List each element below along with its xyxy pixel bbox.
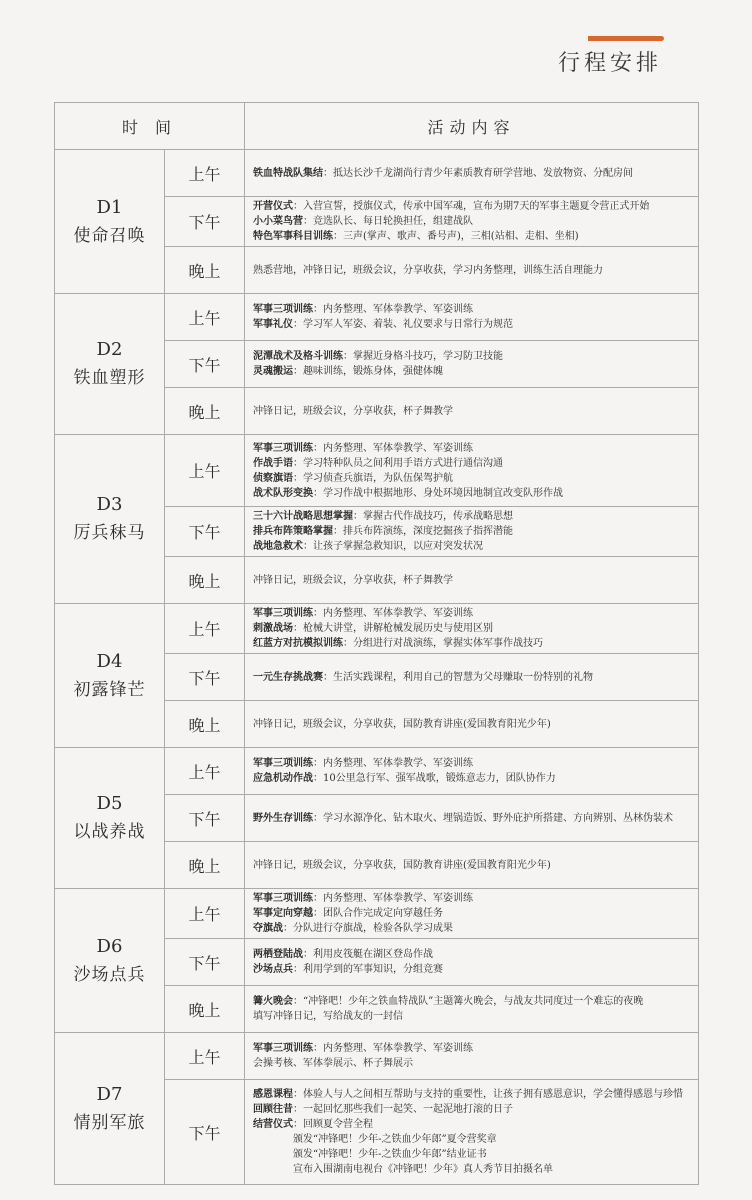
activity-line bbox=[253, 670, 690, 685]
activity-line bbox=[253, 906, 690, 921]
time-column-header: 时 间 bbox=[55, 103, 245, 150]
activity-cell bbox=[245, 341, 699, 388]
activity-text: ：内务整理、军体拳教学、军姿训练 bbox=[313, 304, 473, 315]
activity-line bbox=[253, 456, 690, 471]
day-code: D1 bbox=[96, 196, 123, 218]
period-label: 下午 bbox=[165, 341, 245, 388]
activity-line bbox=[253, 1132, 690, 1147]
activity-title: 感恩课程 bbox=[253, 1089, 293, 1100]
activity-text: ：学习水源净化、钻木取火、埋锅造饭、野外庇护所搭建、方向辨别、丛林伪装术 bbox=[313, 812, 673, 824]
period-label: 下午 bbox=[165, 507, 245, 557]
activity-line bbox=[253, 1102, 690, 1117]
page-title: 行程安排 bbox=[557, 51, 662, 76]
activity-cell bbox=[245, 986, 699, 1033]
period-label: 上午 bbox=[165, 1033, 245, 1080]
schedule-table bbox=[54, 102, 699, 1185]
activity-line bbox=[253, 317, 690, 332]
activity-line bbox=[253, 1087, 690, 1102]
day-cell bbox=[55, 604, 165, 748]
day-name: 以战养战 bbox=[73, 822, 146, 842]
activity-line bbox=[253, 263, 690, 278]
activity-text: 冲锋日记，班级会议，分享收获，杯子舞教学 bbox=[253, 405, 453, 417]
period-label: 下午 bbox=[165, 939, 245, 986]
activity-cell bbox=[245, 701, 699, 748]
activity-title: 一元生存挑战赛 bbox=[253, 671, 323, 683]
activity-text: ：掌握近身格斗技巧，学习防卫技能 bbox=[343, 351, 503, 362]
activity-text: ：内务整理、军体拳教学、军姿训练 bbox=[313, 608, 473, 619]
activity-title: 回顾往昔 bbox=[253, 1104, 293, 1115]
activity-title: 沙场点兵 bbox=[253, 964, 293, 975]
activity-text: ：分组进行对战演练，掌握实体军事作战技巧 bbox=[343, 638, 543, 649]
activity-title: 小小菜鸟营 bbox=[253, 216, 303, 227]
activity-title: 三十六计战略思想掌握 bbox=[253, 511, 353, 522]
activity-text: ：掌握古代作战技巧，传承战略思想 bbox=[353, 511, 513, 522]
period-label: 晚上 bbox=[165, 247, 245, 294]
activity-cell bbox=[245, 435, 699, 507]
activity-title: 应急机动作战 bbox=[253, 773, 313, 784]
activity-line bbox=[253, 471, 690, 486]
activity-title: 战术队形变换 bbox=[253, 487, 313, 499]
activity-line bbox=[253, 921, 690, 936]
activity-text: ：学习作战中根据地形、身处环境因地制宜改变队形作战 bbox=[313, 487, 563, 499]
activity-text: ：分队进行夺旗战，检验各队学习成果 bbox=[283, 923, 453, 934]
schedule-row bbox=[55, 150, 699, 197]
period-label: 上午 bbox=[165, 604, 245, 654]
activity-text: ：10公里急行军、强军战歌，锻炼意志力，团队协作力 bbox=[313, 773, 556, 784]
activity-title: 侦察旗语 bbox=[253, 472, 293, 484]
period-label: 上午 bbox=[165, 889, 245, 939]
day-name: 沙场点兵 bbox=[73, 964, 146, 985]
activity-title: 军事三项训练 bbox=[253, 758, 313, 769]
activity-title: 刺激战场 bbox=[253, 623, 293, 634]
activity-line bbox=[253, 509, 690, 524]
period-label: 晚上 bbox=[165, 986, 245, 1033]
activity-title: 泥潭战术及格斗训练 bbox=[253, 351, 343, 362]
activity-line bbox=[253, 199, 690, 214]
activity-cell bbox=[245, 842, 699, 889]
day-name: 初露锋芒 bbox=[73, 679, 146, 700]
period-label: 上午 bbox=[165, 150, 245, 197]
activity-text: ：回顾夏令营全程 bbox=[293, 1119, 373, 1130]
activity-cell bbox=[245, 795, 699, 842]
day-code: D4 bbox=[96, 650, 123, 672]
period-label: 下午 bbox=[165, 654, 245, 701]
activity-text: ：让孩子掌握急救知识，以应对突发状况 bbox=[303, 541, 483, 552]
activity-text: ：竞选队长、每日轮换担任，组建战队 bbox=[303, 216, 473, 227]
activity-text: 熟悉营地，冲锋日记，班级会议，分享收获，学习内务整理，训练生活自理能力 bbox=[253, 264, 603, 276]
activity-cell bbox=[245, 150, 699, 197]
period-label: 晚上 bbox=[165, 842, 245, 889]
day-name: 情别军旅 bbox=[73, 1112, 146, 1133]
content-column-header: 活动内容 bbox=[245, 103, 699, 150]
activity-text: ：枪械大讲堂，讲解枪械发展历史与使用区别 bbox=[293, 623, 493, 634]
period-label: 上午 bbox=[165, 294, 245, 341]
activity-line bbox=[253, 166, 690, 181]
activity-line bbox=[253, 858, 690, 873]
day-name: 使命召唤 bbox=[73, 225, 146, 246]
schedule-row bbox=[55, 604, 699, 654]
activity-cell bbox=[245, 197, 699, 247]
activity-line bbox=[253, 441, 690, 456]
schedule-row bbox=[55, 1033, 699, 1080]
period-label: 下午 bbox=[165, 197, 245, 247]
activity-title: 作战手语 bbox=[253, 457, 293, 469]
activity-title: 排兵布阵策略掌握 bbox=[253, 526, 333, 537]
activity-text: 宣布入围湖南电视台《冲锋吧！少年》真人秀节目拍摄名单 bbox=[293, 1164, 553, 1175]
activity-cell bbox=[245, 388, 699, 435]
period-label: 晚上 bbox=[165, 701, 245, 748]
day-cell bbox=[55, 748, 165, 889]
activity-title: 军事三项训练 bbox=[253, 442, 313, 454]
activity-line bbox=[253, 621, 690, 636]
activity-text: ：体验人与人之间相互帮助与支持的重要性，让孩子拥有感恩意识，学会懂得感恩与珍惜 bbox=[293, 1089, 683, 1100]
activity-line bbox=[253, 947, 690, 962]
activity-text: ：内务整理、军体拳教学、军姿训练 bbox=[313, 442, 473, 454]
day-cell bbox=[55, 294, 165, 435]
period-label: 上午 bbox=[165, 435, 245, 507]
period-label: 上午 bbox=[165, 748, 245, 795]
activity-line bbox=[253, 364, 690, 379]
day-code: D6 bbox=[96, 935, 123, 957]
activity-line bbox=[253, 771, 690, 786]
activity-line bbox=[253, 1041, 690, 1056]
activity-text: ：三声(掌声、歌声、番号声)，三相(站相、走相、坐相) bbox=[333, 231, 579, 242]
activity-title: 野外生存训练 bbox=[253, 812, 313, 824]
activity-text: ：内务整理、军体拳教学、军姿训练 bbox=[313, 758, 473, 769]
activity-cell bbox=[245, 939, 699, 986]
activity-text: ：内务整理、军体拳教学、军姿训练 bbox=[313, 1043, 473, 1054]
activity-title: 战地急救术 bbox=[253, 541, 303, 552]
period-label: 晚上 bbox=[165, 557, 245, 604]
activity-line bbox=[253, 486, 690, 501]
activity-title: 两栖登陆战 bbox=[253, 949, 303, 960]
activity-line bbox=[253, 214, 690, 229]
activity-title: 红蓝方对抗模拟训练 bbox=[253, 638, 343, 649]
period-label: 下午 bbox=[165, 795, 245, 842]
activity-line bbox=[253, 717, 690, 732]
day-name: 铁血塑形 bbox=[73, 368, 146, 388]
activity-text: ：团队合作完成定向穿越任务 bbox=[313, 908, 443, 919]
activity-title: 特色军事科目训练 bbox=[253, 231, 333, 242]
activity-line bbox=[253, 1162, 690, 1177]
activity-line bbox=[253, 756, 690, 771]
activity-text: 冲锋日记，班级会议，分享收获，国防教育讲座(爱国教育阳光少年) bbox=[253, 718, 551, 730]
day-cell bbox=[55, 150, 165, 294]
activity-text: 冲锋日记，班级会议，分享收获，杯子舞教学 bbox=[253, 574, 453, 586]
activity-title: 夺旗战 bbox=[253, 923, 283, 934]
activity-line bbox=[253, 302, 690, 317]
activity-line bbox=[253, 1147, 690, 1162]
activity-title: 篝火晚会 bbox=[253, 996, 293, 1007]
table-header-row bbox=[55, 103, 699, 150]
activity-line bbox=[253, 1056, 690, 1071]
activity-text: 会操考核、军体拳展示、杯子舞展示 bbox=[253, 1058, 413, 1069]
day-code: D7 bbox=[96, 1083, 123, 1105]
schedule-row bbox=[55, 435, 699, 507]
schedule-body bbox=[55, 150, 699, 1185]
activity-cell bbox=[245, 604, 699, 654]
activity-text: ：学习侦查兵旗语，为队伍保驾护航 bbox=[293, 472, 453, 484]
day-cell bbox=[55, 435, 165, 604]
activity-title: 军事定向穿越 bbox=[253, 908, 313, 919]
activity-title: 军事礼仪 bbox=[253, 319, 293, 330]
activity-title: 军事三项训练 bbox=[253, 1043, 313, 1054]
activity-cell bbox=[245, 889, 699, 939]
activity-text: ：学习军人军姿、着装、礼仪要求与日常行为规范 bbox=[293, 319, 513, 330]
activity-line bbox=[253, 229, 690, 244]
activity-title: 结营仪式 bbox=[253, 1119, 293, 1130]
day-code: D5 bbox=[96, 793, 123, 814]
activity-text: ：“冲锋吧！少年之铁血特战队”主题篝火晚会，与战友共同度过一个难忘的夜晚 bbox=[293, 996, 644, 1007]
activity-text: ：入营宣誓，授旗仪式，传承中国军魂，宣布为期7天的军事主题夏令营正式开始 bbox=[293, 201, 650, 212]
activity-text: ：一起回忆那些我们一起笑、一起泥地打滚的日子 bbox=[293, 1104, 513, 1115]
activity-line bbox=[253, 962, 690, 977]
activity-cell bbox=[245, 748, 699, 795]
activity-cell bbox=[245, 507, 699, 557]
day-cell bbox=[55, 889, 165, 1033]
activity-cell bbox=[245, 557, 699, 604]
activity-line bbox=[253, 636, 690, 651]
activity-text: ：内务整理、军体拳教学、军姿训练 bbox=[313, 893, 473, 904]
period-label: 晚上 bbox=[165, 388, 245, 435]
activity-line bbox=[253, 1009, 690, 1024]
activity-text: 颁发“冲锋吧！少年-之铁血少年郎”结业证书 bbox=[293, 1149, 487, 1160]
activity-text: ：趣味训练，锻炼身体，强健体魄 bbox=[293, 366, 443, 377]
activity-title: 军事三项训练 bbox=[253, 304, 313, 315]
activity-text: ：学习特种队员之间利用手语方式进行通信沟通 bbox=[293, 457, 503, 469]
activity-text: 冲锋日记，班级会议，分享收获，国防教育讲座(爱国教育阳光少年) bbox=[253, 859, 551, 871]
schedule-row bbox=[55, 748, 699, 795]
activity-line bbox=[253, 404, 690, 419]
activity-text: ：利用皮筏艇在湖区登岛作战 bbox=[303, 949, 433, 960]
day-name: 厉兵秣马 bbox=[73, 523, 146, 543]
activity-text: 颁发“冲锋吧！少年-之铁血少年郎”夏令营奖章 bbox=[293, 1134, 497, 1145]
activity-text: 填写冲锋日记，写给战友的一封信 bbox=[253, 1011, 403, 1022]
schedule-row bbox=[55, 294, 699, 341]
activity-cell bbox=[245, 1080, 699, 1185]
activity-line bbox=[253, 891, 690, 906]
activity-cell bbox=[245, 1033, 699, 1080]
day-code: D2 bbox=[96, 339, 123, 360]
activity-line bbox=[253, 1117, 690, 1132]
period-label: 下午 bbox=[165, 1080, 245, 1185]
activity-text: ：生活实践课程，利用自己的智慧为父母赚取一份特别的礼物 bbox=[323, 671, 593, 683]
activity-line bbox=[253, 539, 690, 554]
activity-cell bbox=[245, 294, 699, 341]
activity-text: ：抵达长沙千龙湖尚行青少年素质教育研学营地、发放物资、分配房间 bbox=[323, 167, 633, 179]
activity-line bbox=[253, 994, 690, 1009]
activity-line bbox=[253, 349, 690, 364]
schedule-row bbox=[55, 889, 699, 939]
activity-title: 灵魂搬运 bbox=[253, 366, 293, 377]
activity-cell bbox=[245, 247, 699, 294]
activity-line bbox=[253, 606, 690, 621]
activity-text: ：排兵布阵演练，深度挖掘孩子指挥潜能 bbox=[333, 526, 513, 537]
activity-title: 开营仪式 bbox=[253, 201, 293, 212]
activity-line bbox=[253, 524, 690, 539]
activity-line bbox=[253, 811, 690, 826]
day-cell bbox=[55, 1033, 165, 1185]
day-code: D3 bbox=[96, 494, 123, 515]
activity-text: ：利用学到的军事知识，分组竞赛 bbox=[293, 964, 443, 975]
activity-cell bbox=[245, 654, 699, 701]
activity-title: 铁血特战队集结 bbox=[253, 167, 323, 179]
activity-title: 军事三项训练 bbox=[253, 893, 313, 904]
activity-line bbox=[253, 573, 690, 588]
activity-title: 军事三项训练 bbox=[253, 608, 313, 619]
header-accent-bar bbox=[588, 36, 664, 41]
